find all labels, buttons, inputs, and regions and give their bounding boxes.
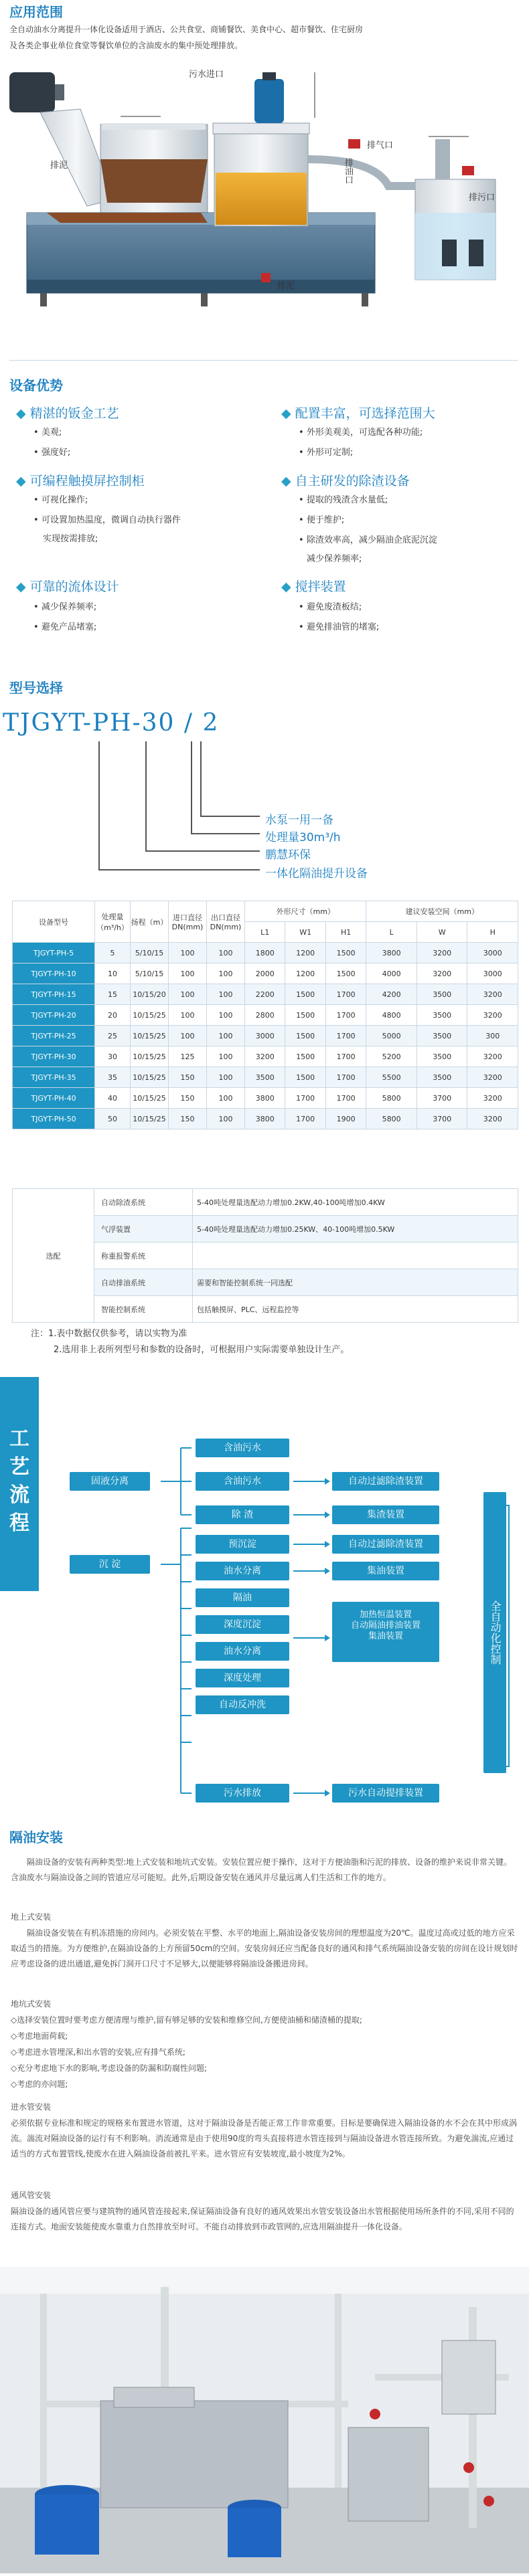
flow-mid-10: 污水排放 xyxy=(196,1784,289,1803)
advantages-title: 设备优势 xyxy=(9,377,63,393)
flow-mid-1: 含油污水 xyxy=(196,1472,289,1491)
spec-cell: 100 xyxy=(207,1088,245,1109)
flow-left-1: 沉 淀 xyxy=(70,1555,150,1574)
adv-group-2-item-2: 实现按需排放; xyxy=(43,534,98,544)
opt-3-name: 自动排油系统 xyxy=(94,1269,193,1296)
spec-cell: 100 xyxy=(169,1005,207,1026)
spec-cell: 5 xyxy=(95,943,131,963)
label-oil-outlet: 排油口 xyxy=(343,158,353,184)
label-drain-bottom: 排泥 xyxy=(277,281,295,291)
spec-row xyxy=(13,963,518,984)
spec-cell: 1500 xyxy=(285,1026,325,1046)
spec-cell-model: TJGYT-PH-15 xyxy=(13,984,95,1005)
spec-cell: 100 xyxy=(207,1046,245,1067)
spec-cell: 30 xyxy=(95,1046,131,1067)
spec-cell: 5500 xyxy=(366,1067,417,1088)
spec-cell: 5800 xyxy=(366,1109,417,1129)
flow-title-char-2: 流 xyxy=(9,1483,29,1507)
opt-2-desc xyxy=(193,1243,518,1269)
adv-group-5-item-0: • 避免废渣板结; xyxy=(299,602,362,612)
install-sec4-body: 隔油设备的通风管应要与建筑物的通风管连接起来,保证隔油设备有良好的通风效果出水管安装设备出水管根据使用场所条件的不同,采用不同的连接方式。地面安装能使废水靠重力自然排放至时可。不能自动排放到市政管网的,应选用隔油提升一体化设备。 xyxy=(11,2207,514,2231)
flow-arrow-2 xyxy=(293,1544,325,1545)
spec-table xyxy=(12,901,518,1129)
spec-cell: 3700 xyxy=(417,1109,467,1129)
adv-group-1-title: ◆ 配置丰富，可选择范围大 xyxy=(281,406,435,421)
th-h: H xyxy=(467,922,518,943)
spec-cell: 100 xyxy=(207,1005,245,1026)
th-w1: W1 xyxy=(285,922,325,943)
install-sec2-item-3: ◇充分考虑地下水的影响,考虑设备的防漏和防腐性问题; xyxy=(11,2063,208,2073)
spec-cell: 3200 xyxy=(467,1088,518,1109)
flow-mid-0: 含油污水 xyxy=(196,1439,289,1457)
spec-cell-model: TJGYT-PH-50 xyxy=(13,1109,95,1129)
th-l: L xyxy=(366,922,417,943)
flow-mid-2: 除 渣 xyxy=(196,1505,289,1524)
spec-cell-model: TJGYT-PH-35 xyxy=(13,1067,95,1088)
spec-cell: 100 xyxy=(169,1026,207,1046)
spec-cell: 1700 xyxy=(325,1067,366,1088)
spec-cell: 1700 xyxy=(325,1046,366,1067)
spec-cell: 3800 xyxy=(366,943,417,963)
adv-group-4-title: ◆ 可靠的流体设计 xyxy=(16,579,119,594)
model-ann-3: 一体化隔油提升设备 xyxy=(265,867,368,881)
options-table xyxy=(12,1188,518,1323)
th-l1: L1 xyxy=(245,922,285,943)
spec-cell: 3200 xyxy=(245,1046,285,1067)
equipment-svg xyxy=(0,59,529,353)
spec-cell: 2200 xyxy=(245,984,285,1005)
flow-mid-7: 油水分离 xyxy=(196,1642,289,1661)
th-model: 设备型号 xyxy=(13,901,95,943)
th-dimensions: 外形尺寸（mm） xyxy=(245,901,366,922)
spec-cell: 2000 xyxy=(245,963,285,984)
flow-arrow-1 xyxy=(293,1514,325,1515)
spec-cell: 1700 xyxy=(285,1088,325,1109)
spec-cell: 1200 xyxy=(285,943,325,963)
spec-cell: 3000 xyxy=(245,1026,285,1046)
model-ann-0: 水泵一用一备 xyxy=(265,814,333,827)
adv-group-2-item-1: • 可设置加热温度，微调自动执行器件 xyxy=(33,515,181,525)
spec-cell: 100 xyxy=(169,943,207,963)
adv-group-2-title: ◆ 可编程触摸屏控制柜 xyxy=(16,474,145,488)
spec-row xyxy=(13,1005,518,1026)
flow-side-control: 全自动化控制 xyxy=(483,1492,506,1773)
spec-cell: 10/15/25 xyxy=(131,1046,169,1067)
spec-cell: 35 xyxy=(95,1067,131,1088)
install-sec2-title: 地坑式安装 xyxy=(11,1999,52,2009)
spec-cell-model: TJGYT-PH-5 xyxy=(13,943,95,963)
spec-row xyxy=(13,1088,518,1109)
adv-group-4-item-1: • 避免产品堵塞; xyxy=(33,622,97,632)
flow-arrow-5 xyxy=(293,1792,325,1794)
th-inlet: 进口直径DN(mm) xyxy=(169,901,207,943)
spec-cell: 100 xyxy=(207,1067,245,1088)
adv-group-0-item-0: • 美观; xyxy=(33,428,62,438)
th-outlet: 出口直径DN(mm) xyxy=(207,901,245,943)
spec-cell: 150 xyxy=(169,1088,207,1109)
flow-right-5: 污水自动提排装置 xyxy=(332,1784,439,1803)
note-1: 注：1.表中数据仅供参考，请以实物为准 xyxy=(31,1329,187,1339)
spec-cell: 10/15/25 xyxy=(131,1026,169,1046)
spec-row xyxy=(13,984,518,1005)
spec-row xyxy=(13,1067,518,1088)
label-sewage-outlet: 排污口 xyxy=(469,193,496,203)
th-capacity: 处理量（m³/h） xyxy=(95,901,131,943)
spec-row xyxy=(13,943,518,963)
install-title: 隔油安装 xyxy=(9,1829,63,1845)
adv-group-5-item-1: • 避免排油管的堵塞; xyxy=(299,622,380,632)
spec-cell: 15 xyxy=(95,984,131,1005)
flow-right-4: 加热恒温装置 自动隔油排油装置 集油装置 xyxy=(332,1602,439,1662)
opt-1-desc: 5-40吨处理量选配动力增加0.25KW、40-100吨增加0.5KW xyxy=(193,1216,518,1243)
adv-group-0-item-1: • 强度好; xyxy=(33,448,71,458)
spec-cell: 3500 xyxy=(417,1026,467,1046)
spec-cell: 100 xyxy=(207,984,245,1005)
spec-cell: 1500 xyxy=(285,984,325,1005)
spec-cell-model: TJGYT-PH-10 xyxy=(13,963,95,984)
adv-group-4-item-0: • 减少保养频率; xyxy=(33,602,97,612)
spec-cell: 1500 xyxy=(325,963,366,984)
spec-cell: 50 xyxy=(95,1109,131,1129)
spec-cell: 150 xyxy=(169,1109,207,1129)
spec-cell-model: TJGYT-PH-25 xyxy=(13,1026,95,1046)
spec-cell: 1700 xyxy=(325,984,366,1005)
install-sec3-title: 进水管安装 xyxy=(11,2102,52,2112)
opt-2-name: 称重报警系统 xyxy=(94,1243,193,1269)
spec-row xyxy=(13,1026,518,1046)
note-2: 2.选用非上表所列型号和参数的设备时，可根据用户实际需要单独设计生产。 xyxy=(54,1345,350,1355)
equipment-illustration xyxy=(0,59,529,353)
spec-cell: 3500 xyxy=(245,1067,285,1088)
install-sec4-title: 通风管安装 xyxy=(11,2191,52,2200)
th-install-space: 建议安装空间（mm） xyxy=(366,901,518,922)
spec-cell: 40 xyxy=(95,1088,131,1109)
spec-cell: 1700 xyxy=(325,1026,366,1046)
spec-cell: 1900 xyxy=(325,1109,366,1129)
adv-group-3-item-0: • 提取的残渣含水量低; xyxy=(299,495,388,505)
spec-cell: 3500 xyxy=(417,1005,467,1026)
spec-cell: 1700 xyxy=(285,1109,325,1129)
spec-cell: 1800 xyxy=(245,943,285,963)
flow-title-char-3: 程 xyxy=(9,1511,29,1535)
opt-4-name: 智能控制系统 xyxy=(94,1296,193,1323)
model-title: 型号选择 xyxy=(9,680,63,696)
flow-right-1: 集渣装置 xyxy=(332,1505,439,1524)
model-code: TJGYT-PH-30 / 2 xyxy=(3,709,220,737)
adv-group-3-item-2: • 除渣效率高，减少隔油企底泥沉淀 xyxy=(299,535,437,545)
spec-cell: 3500 xyxy=(417,1067,467,1088)
spec-cell: 3500 xyxy=(417,1046,467,1067)
spec-cell: 3000 xyxy=(467,963,518,984)
spec-cell: 3500 xyxy=(417,984,467,1005)
spec-cell: 3700 xyxy=(417,1088,467,1109)
install-sec2-item-1: ◇考虑地面荷载; xyxy=(11,2031,68,2041)
opt-3-desc: 需要和智能控制系统一同选配 xyxy=(193,1269,518,1296)
spec-cell: 3200 xyxy=(467,1005,518,1026)
spec-cell: 3200 xyxy=(467,1067,518,1088)
spec-cell: 5/10/15 xyxy=(131,943,169,963)
flow-mid-9: 自动反冲洗 xyxy=(196,1695,289,1714)
spec-cell: 100 xyxy=(207,963,245,984)
spec-cell: 100 xyxy=(207,1109,245,1129)
spec-cell-model: TJGYT-PH-30 xyxy=(13,1046,95,1067)
spec-cell: 5/10/15 xyxy=(131,963,169,984)
spec-cell-model: TJGYT-PH-20 xyxy=(13,1005,95,1026)
adv-group-3-item-1: • 便于维护; xyxy=(299,515,345,525)
spec-cell: 3800 xyxy=(245,1088,285,1109)
adv-group-3-title: ◆ 自主研发的除渣设备 xyxy=(281,474,410,488)
th-h1: H1 xyxy=(325,922,366,943)
spec-cell: 5200 xyxy=(366,1046,417,1067)
flow-arrow-0 xyxy=(293,1481,325,1482)
spec-cell: 125 xyxy=(169,1046,207,1067)
spec-cell: 100 xyxy=(169,963,207,984)
spec-cell: 5800 xyxy=(366,1088,417,1109)
adv-group-5-title: ◆ 搅拌装置 xyxy=(281,579,346,594)
spec-cell-model: TJGYT-PH-40 xyxy=(13,1088,95,1109)
spec-cell: 1700 xyxy=(325,1088,366,1109)
spec-cell: 10 xyxy=(95,963,131,984)
spec-cell: 10/15/20 xyxy=(131,984,169,1005)
spec-cell: 150 xyxy=(169,1067,207,1088)
install-sec2-item-4: ◇考虑的亦问题; xyxy=(11,2080,68,2089)
model-bracket-lines xyxy=(0,739,529,899)
spec-cell: 3000 xyxy=(467,943,518,963)
flow-left-0: 固液分离 xyxy=(70,1472,150,1491)
spec-cell: 3200 xyxy=(417,943,467,963)
application-line-1: 全自动油水分离提升一体化设备适用于酒店、公共食堂、商铺餐饮、美食中心、超市餐饮、住宅厨房 xyxy=(9,25,364,34)
spec-cell: 100 xyxy=(169,984,207,1005)
spec-cell: 1500 xyxy=(285,1005,325,1026)
spec-cell: 3200 xyxy=(467,984,518,1005)
flow-title-char-0: 工 xyxy=(9,1427,29,1451)
install-sec1-body: 隔油设备安装在有机冻措施的房间内。必须安装在平整、水平的地面上,隔油设备安装房间的理想温度为20℃。温度过高或过低的地方应采取适当的措施。为方便维护,在隔油设备的上方预留50cm的空间。安装房间还应当配备良好的通风和排气系统隔油设备安装的房间在设计规划时应考虑设备的进出通道,避免拆门洞开口尺寸不足够大,以便能够将隔油设备搬进房间。 xyxy=(11,1928,518,1968)
spec-row xyxy=(13,1046,518,1067)
flow-title-char-1: 艺 xyxy=(9,1455,29,1479)
spec-cell: 3200 xyxy=(467,1046,518,1067)
install-intro: 隔油设备的安装有两种类型:地上式安装和地坑式安装。安装位置应便于操作，这对于方便油脂和污泥的排放、设备的维护来说非常关键。含油废水与隔油设备之间的管道应尽可能短。此外,后期设备安装在通风并尽量远离人们生活和工作的地方。 xyxy=(11,1857,512,1882)
th-w: W xyxy=(417,922,467,943)
opt-1-name: 气浮装置 xyxy=(94,1216,193,1243)
flow-mid-3: 预沉淀 xyxy=(196,1535,289,1554)
spec-cell: 2800 xyxy=(245,1005,285,1026)
flow-arrow-4 xyxy=(293,1637,325,1639)
spec-cell: 1500 xyxy=(285,1067,325,1088)
spec-cell: 300 xyxy=(467,1026,518,1046)
section-divider xyxy=(9,360,518,361)
opt-0-desc: 5-40吨处理量选配动力增加0.2KW,40-100吨增加0.4KW xyxy=(193,1189,518,1216)
adv-group-1-item-1: • 外形可定制; xyxy=(299,448,354,458)
model-ann-1: 处理量30m³/h xyxy=(265,831,341,844)
spec-cell: 10/15/25 xyxy=(131,1088,169,1109)
spec-cell: 4800 xyxy=(366,1005,417,1026)
spec-cell: 1200 xyxy=(285,963,325,984)
flow-right-0: 自动过滤除渣装置 xyxy=(332,1472,439,1491)
spec-cell: 1700 xyxy=(325,1005,366,1026)
install-sec2-item-2: ◇考虑进水管埋深,和出水管的安装,应有排气系统; xyxy=(11,2047,185,2057)
spec-cell: 3200 xyxy=(417,963,467,984)
spec-cell: 5000 xyxy=(366,1026,417,1046)
spec-cell: 100 xyxy=(207,943,245,963)
spec-cell: 3800 xyxy=(245,1109,285,1129)
installation-photo xyxy=(0,2267,529,2573)
adv-group-1-item-0: • 外形美观美，可选配各种功能; xyxy=(299,428,423,438)
spec-cell: 4000 xyxy=(366,963,417,984)
label-inlet: 污水进口 xyxy=(189,70,224,80)
flow-mid-6: 深度沉淀 xyxy=(196,1615,289,1634)
options-label: 选配 xyxy=(13,1189,94,1323)
flow-arrow-3 xyxy=(293,1570,325,1572)
label-exhaust: 排气口 xyxy=(367,141,394,151)
opt-4-desc: 包括触摸屏、PLC、远程监控等 xyxy=(193,1296,518,1323)
installation-photo-svg xyxy=(0,2267,529,2573)
flow-mid-4: 油水分离 xyxy=(196,1562,289,1580)
spec-cell: 1500 xyxy=(285,1046,325,1067)
install-sec1-title: 地上式安装 xyxy=(11,1912,52,1922)
bracket-svg xyxy=(0,739,529,899)
label-drain-top: 排泥 xyxy=(50,161,68,171)
spec-cell: 3200 xyxy=(467,1109,518,1129)
flow-right-2: 自动过滤除渣装置 xyxy=(332,1535,439,1554)
spec-cell: 25 xyxy=(95,1026,131,1046)
spec-row xyxy=(13,1109,518,1129)
install-sec3-body: 必须依据专业标准和规定的规格来布置进水管道，这对于隔油设备是否能正常工作非常重要。目标是要确保进入隔油设备的水不会在其中形成涡流。湍流对隔油设备的运行有不利影响。消流通常是由于使用90度的弯头直接将进水管连接到与隔油设备进水管连接所致。为避免湍流,应通过适当的方式布置管线,使废水在进入隔油设备前被扎平来。进水管应有安装坡度,最小坡度为2%。 xyxy=(11,2118,518,2158)
adv-group-2-item-0: • 可视化操作; xyxy=(33,495,88,505)
install-sec2-item-0: ◇选择安装位置时要考虑方便清理与维护,留有够足够的安装和维修空间,方便使油桶和储渣桶的提取; xyxy=(11,2015,362,2025)
spec-cell: 4200 xyxy=(366,984,417,1005)
model-ann-2: 鹏慧环保 xyxy=(265,848,311,862)
spec-cell: 10/15/25 xyxy=(131,1109,169,1129)
spec-cell: 10/15/25 xyxy=(131,1005,169,1026)
spec-cell: 1500 xyxy=(325,943,366,963)
spec-cell: 20 xyxy=(95,1005,131,1026)
adv-group-0-title: ◆ 精湛的钣金工艺 xyxy=(16,406,119,421)
adv-group-3-item-3: 减少保养频率; xyxy=(307,554,362,564)
application-title: 应用范围 xyxy=(9,4,63,20)
opt-0-name: 自动除渣系统 xyxy=(94,1189,193,1216)
flow-mid-8: 深度处理 xyxy=(196,1669,289,1687)
application-line-2: 及各类企事业单位食堂等餐饮单位的含油废水的集中预处理排放。 xyxy=(9,41,243,50)
spec-cell: 100 xyxy=(207,1026,245,1046)
flow-right-3: 集油装置 xyxy=(332,1562,439,1580)
spec-cell: 10/15/25 xyxy=(131,1067,169,1088)
flow-mid-5: 隔油 xyxy=(196,1588,289,1607)
th-head: 扬程（m） xyxy=(131,901,169,943)
